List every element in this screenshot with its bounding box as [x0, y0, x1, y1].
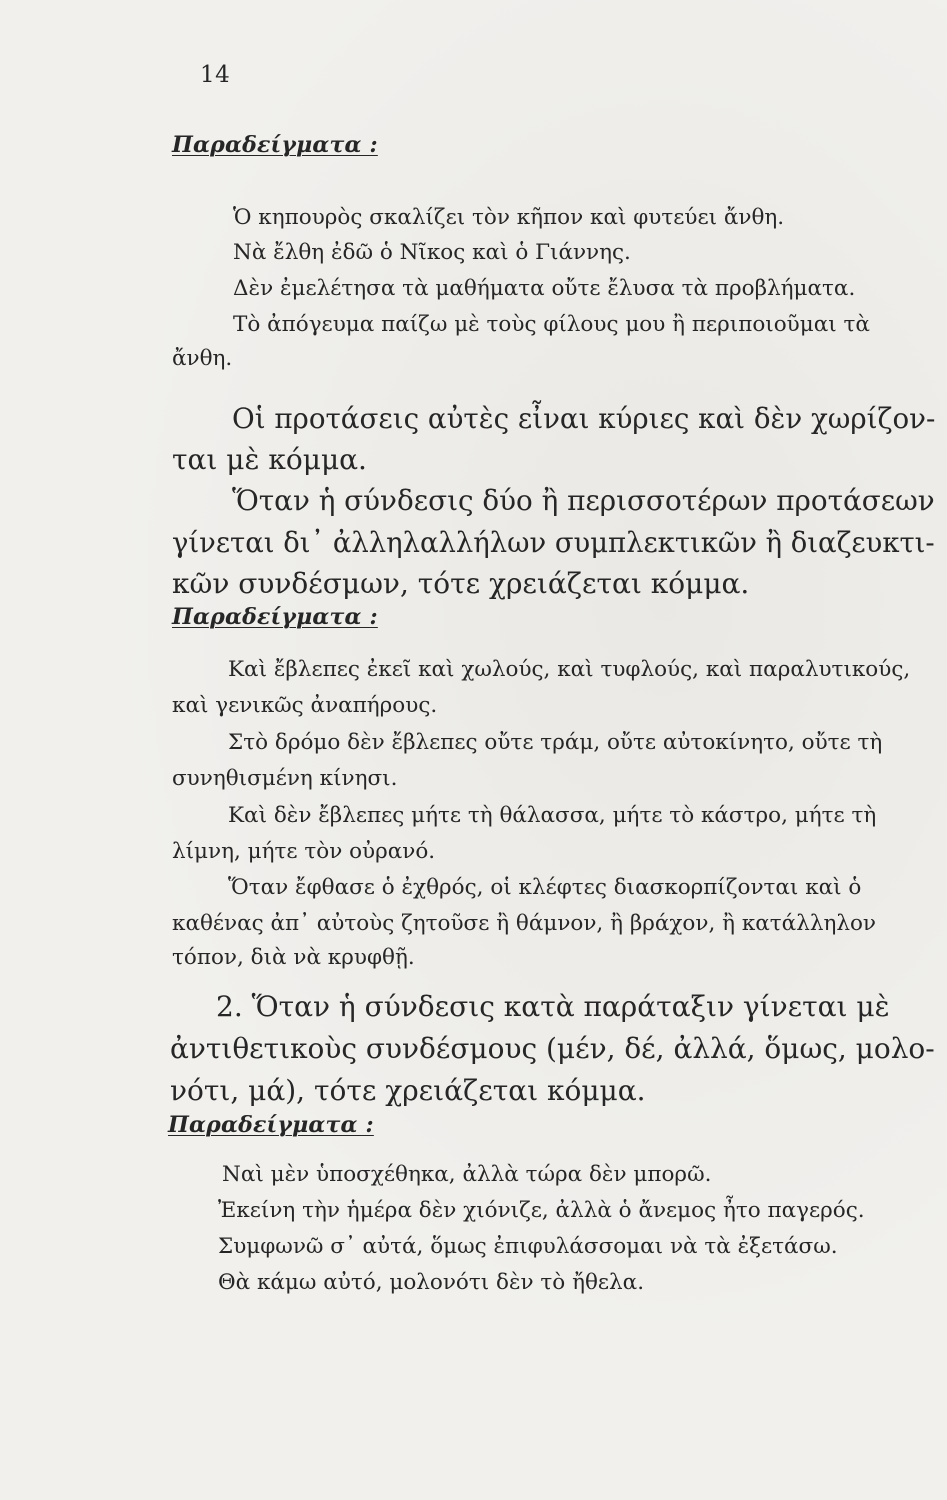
rule-text-line: Ὅταν ἡ σύνδεσις δύο ἢ περισσοτέρων προτάσεων: [232, 484, 935, 517]
example-line: Ναὶ μὲν ὑποσχέθηκα, ἀλλὰ τώρα δὲν μπορῶ.: [222, 1162, 712, 1187]
example-line: συνηθισμένη κίνησι.: [172, 766, 398, 791]
examples-heading-2: Παραδείγματα :: [172, 604, 378, 630]
example-line: τόπον, διὰ νὰ κρυφθῇ.: [172, 945, 415, 970]
example-line: καθένας ἀπ᾽ αὐτοὺς ζητοῦσε ἢ θάμνον, ἢ βράχον, ἢ κατάλληλον: [172, 911, 876, 936]
example-line: Νὰ ἔλθη ἐδῶ ὁ Νῖκος καὶ ὁ Γιάννης.: [233, 240, 631, 265]
example-line: Συμφωνῶ σ᾽ αὐτά, ὅμως ἐπιφυλάσσομαι νὰ τὰ ἐξετάσω.: [218, 1234, 838, 1259]
example-line: Ὁ κηπουρὸς σκαλίζει τὸν κῆπον καὶ φυτεύει ἄνθη.: [233, 205, 785, 230]
rule-text-line: γίνεται δι᾽ ἀλληλαλλήλων συμπλεκτικῶν ἢ διαζευκτι-: [172, 526, 935, 559]
example-line: λίμνη, μήτε τὸν οὐρανό.: [172, 839, 436, 864]
example-line: Στὸ δρόμο δὲν ἔβλεπες οὔτε τράμ, οὔτε αὐτοκίνητο, οὔτε τὴ: [228, 730, 883, 755]
rule-text-line: κῶν συνδέσμων, τότε χρειάζεται κόμμα.: [172, 567, 750, 600]
example-line: καὶ γενικῶς ἀναπήρους.: [172, 693, 438, 718]
examples-heading-3: Παραδείγματα :: [168, 1112, 374, 1138]
rule-text-line: Οἱ προτάσεις αὐτὲς εἶναι κύριες καὶ δὲν χωρίζον-: [232, 402, 936, 435]
example-line: Καὶ δὲν ἔβλεπες μήτε τὴ θάλασσα, μήτε τὸ κάστρο, μήτε τὴ: [228, 803, 877, 828]
rule-text-line: νότι, μά), τότε χρειάζεται κόμμα.: [170, 1074, 646, 1107]
example-line: Τὸ ἀπόγευμα παίζω μὲ τοὺς φίλους μου ἢ περιποιοῦμαι τὰ: [233, 312, 870, 337]
examples-heading-1: Παραδείγματα :: [172, 132, 378, 158]
page-number: 14: [200, 62, 231, 88]
example-line: Ἐκείνη τὴν ἡμέρα δὲν χιόνιζε, ἀλλὰ ὁ ἄνεμος ἦτο παγερός.: [218, 1198, 865, 1223]
example-line: ἄνθη.: [172, 346, 233, 371]
example-line: Θὰ κάμω αὐτό, μολονότι δὲν τὸ ἤθελα.: [218, 1270, 645, 1295]
rule-text-line: 2. Ὅταν ἡ σύνδεσις κατὰ παράταξιν γίνεται μὲ: [216, 990, 890, 1023]
example-line: Καὶ ἔβλεπες ἐκεῖ καὶ χωλούς, καὶ τυφλούς, καὶ παραλυτικούς,: [228, 657, 911, 682]
rule-text-line: ἀντιθετικοὺς συνδέσμους (μέν, δέ, ἀλλά, ὅμως, μολο-: [170, 1032, 935, 1065]
rule-text-line: ται μὲ κόμμα.: [172, 443, 367, 476]
example-line: Δὲν ἐμελέτησα τὰ μαθήματα οὔτε ἔλυσα τὰ προβλήματα.: [233, 276, 856, 301]
example-line: Ὅταν ἔφθασε ὁ ἐχθρός, οἱ κλέφτες διασκορπίζονται καὶ ὁ: [228, 875, 862, 900]
